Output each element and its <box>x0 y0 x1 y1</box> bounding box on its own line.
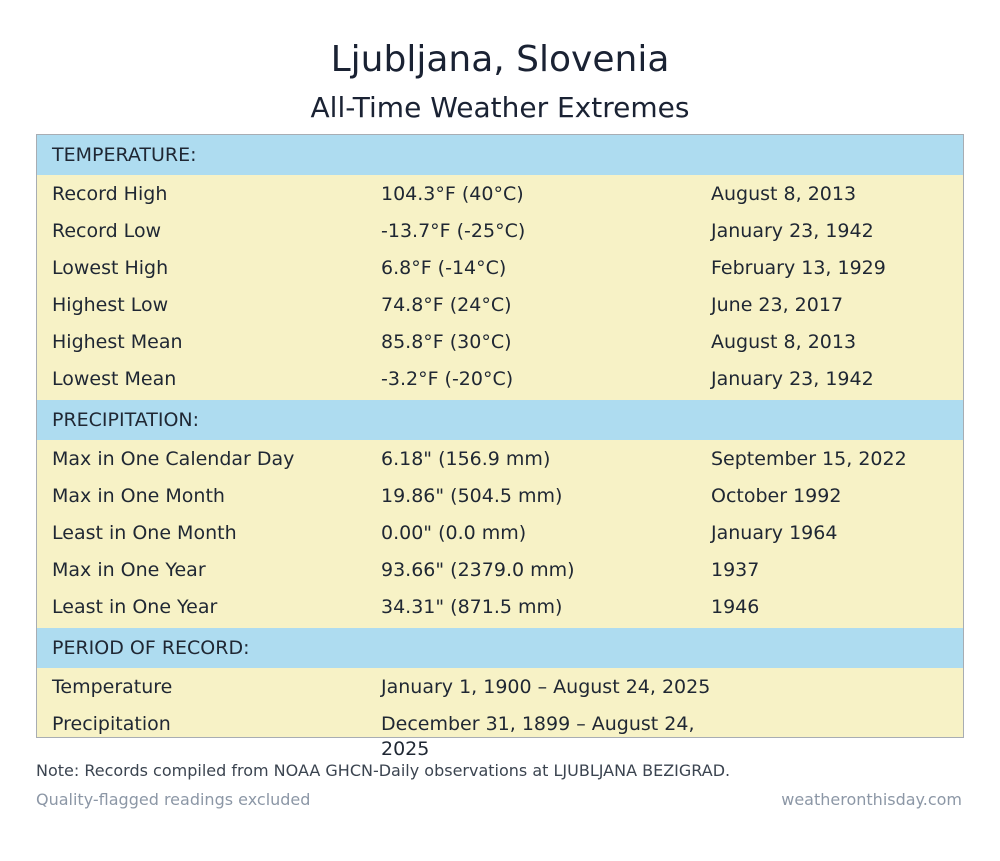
row-date: February 13, 1929 <box>711 257 886 279</box>
row-value: -3.2°F (-20°C) <box>381 368 514 390</box>
extremes-table <box>36 134 964 760</box>
row-value: 93.66" (2379.0 mm) <box>381 559 575 581</box>
row-date: 1937 <box>711 559 760 581</box>
row-value: January 1, 1900 – August 24, 2025 <box>381 676 711 698</box>
row-value: 0.00" (0.0 mm) <box>381 522 527 544</box>
row-value: 6.8°F (-14°C) <box>381 257 507 279</box>
row-label: Least in One Year <box>52 596 218 618</box>
row-date: June 23, 2017 <box>711 294 844 316</box>
row-label: Lowest High <box>52 257 169 279</box>
row-date: August 8, 2013 <box>711 331 857 353</box>
row-label: Max in One Month <box>52 485 225 507</box>
row-value: 6.18" (156.9 mm) <box>381 448 551 470</box>
row-date: January 23, 1942 <box>711 220 874 242</box>
table-row <box>37 515 963 552</box>
row-value: -13.7°F (-25°C) <box>381 220 526 242</box>
row-date: September 15, 2022 <box>711 448 907 470</box>
source-note: Note: Records compiled from NOAA GHCN-Daily observations at LJUBLJANA BEZIGRAD. <box>36 761 731 780</box>
table-row <box>37 589 963 626</box>
table-row <box>37 287 963 324</box>
row-date: January 23, 1942 <box>711 368 874 390</box>
row-label: Record Low <box>52 220 162 242</box>
table-row <box>37 324 963 361</box>
row-value: 104.3°F (40°C) <box>381 183 524 205</box>
row-value: 34.31" (871.5 mm) <box>381 596 563 618</box>
table-row <box>37 706 963 760</box>
table-row <box>37 441 963 478</box>
row-label: Highest Low <box>52 294 169 316</box>
temperature-rows <box>37 175 963 400</box>
page-subtitle: All-Time Weather Extremes <box>310 91 690 124</box>
precipitation-rows <box>37 440 963 628</box>
table-row <box>37 669 963 706</box>
row-label: Max in One Calendar Day <box>52 448 295 470</box>
period-rows <box>37 668 963 760</box>
row-label: Max in One Year <box>52 559 206 581</box>
row-date: August 8, 2013 <box>711 183 857 205</box>
row-value: 85.8°F (30°C) <box>381 331 512 353</box>
row-label: Highest Mean <box>52 331 183 353</box>
table-row <box>37 361 963 398</box>
table-row <box>37 176 963 213</box>
page-title: Ljubljana, Slovenia <box>330 39 670 80</box>
row-label: Lowest Mean <box>52 368 177 390</box>
footer-site-name: weatheronthisday.com <box>781 790 962 809</box>
table-row <box>37 478 963 515</box>
footer-quality-note: Quality-flagged readings excluded <box>36 790 311 809</box>
row-value: 74.8°F (24°C) <box>381 294 512 316</box>
row-date: January 1964 <box>711 522 838 544</box>
section-header-period-of-record: PERIOD OF RECORD: <box>37 628 963 668</box>
table-row <box>37 213 963 250</box>
section-header-temperature: TEMPERATURE: <box>37 135 963 175</box>
table-row <box>37 552 963 589</box>
row-label: Least in One Month <box>52 522 237 544</box>
row-label: Temperature <box>52 676 173 698</box>
row-date: 1946 <box>711 596 760 618</box>
row-label: Precipitation <box>52 713 171 735</box>
row-value: 19.86" (504.5 mm) <box>381 485 563 507</box>
section-header-precipitation: PRECIPITATION: <box>37 400 963 440</box>
row-value: December 31, 1899 – August 24, 2025 <box>381 713 695 760</box>
table-row <box>37 250 963 287</box>
row-label: Record High <box>52 183 168 205</box>
row-date: October 1992 <box>711 485 842 507</box>
